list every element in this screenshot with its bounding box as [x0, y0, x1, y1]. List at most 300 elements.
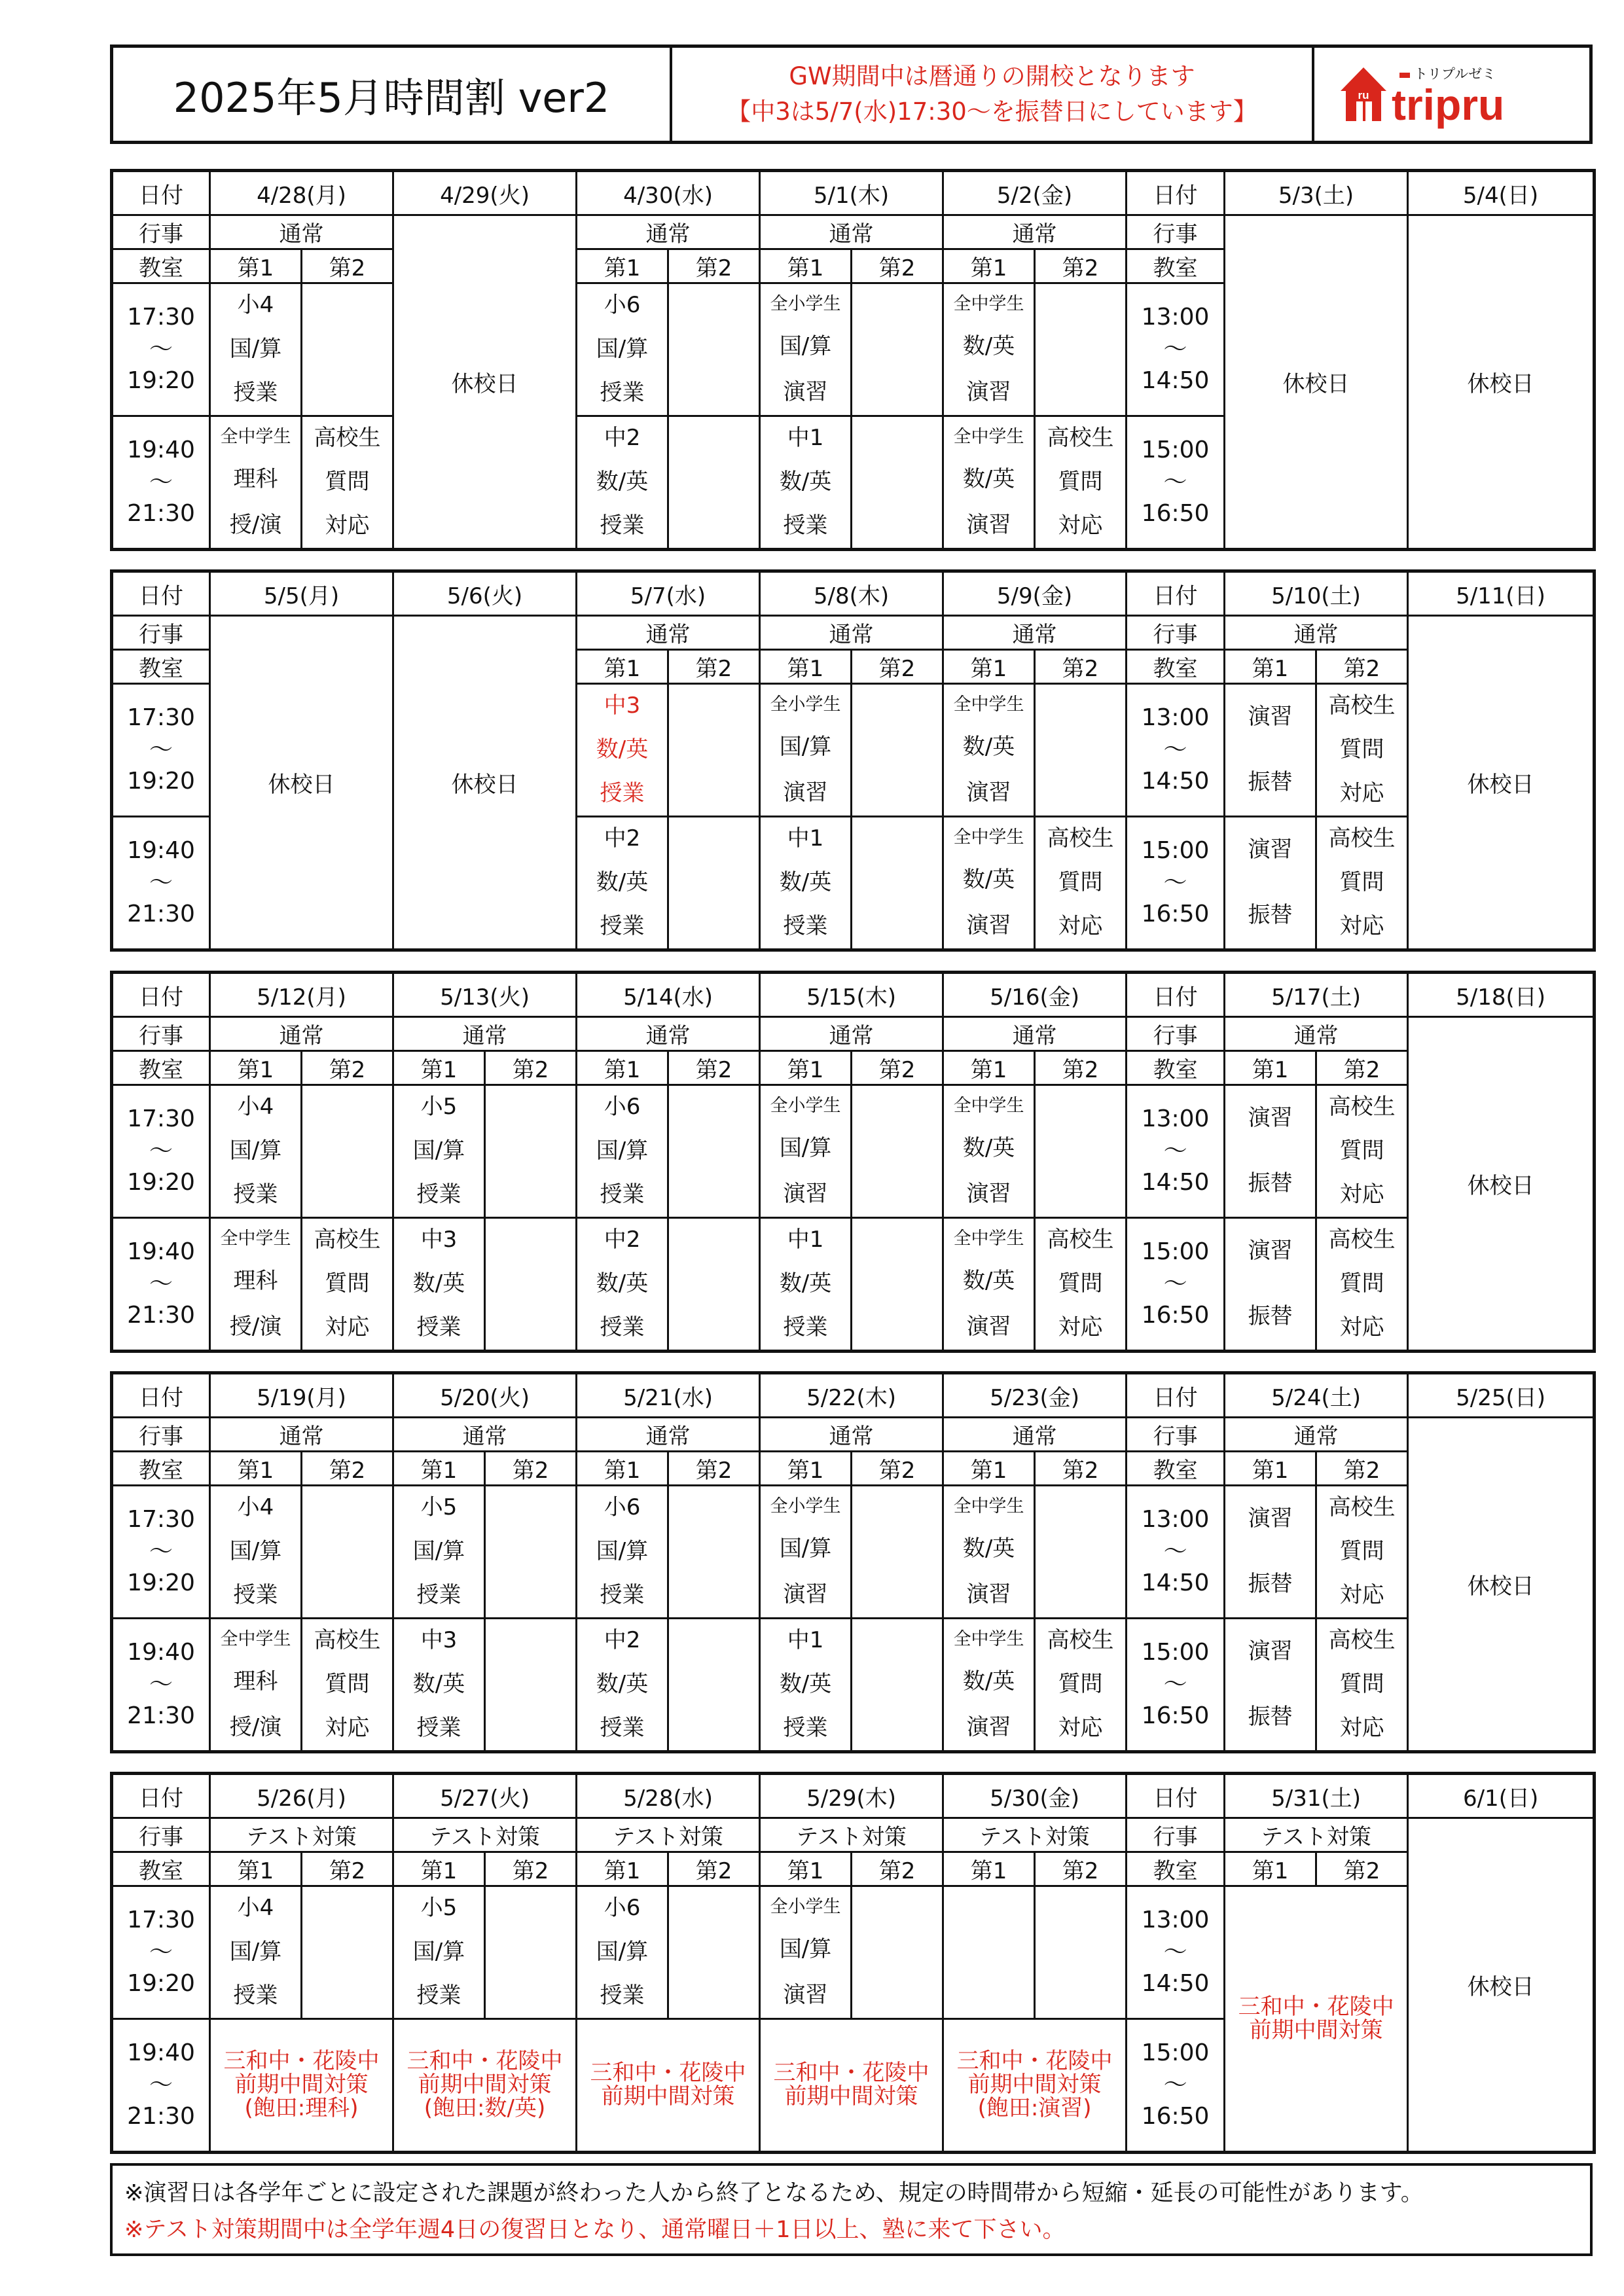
logo-ruby: トリプルゼミ	[1414, 66, 1496, 82]
period-b-room2	[1316, 1218, 1408, 1352]
closed-day-cell: 休校日	[1225, 215, 1408, 550]
period-a-room2	[1316, 684, 1408, 817]
room-label: 教室	[1127, 650, 1225, 684]
period-b-room1-content	[761, 817, 850, 948]
period-text: 全中学生	[953, 1095, 1024, 1116]
time-range	[113, 302, 209, 397]
time-text: 15:00	[1141, 837, 1210, 865]
date-row	[112, 171, 1595, 215]
period-text: 全中学生	[953, 293, 1024, 314]
period-text: 全中学生	[220, 1628, 291, 1649]
period-b-room1-content	[944, 1619, 1034, 1750]
period-text: 高校生	[1047, 825, 1114, 852]
period-a-room1-content	[761, 284, 850, 415]
period-text: 数/英	[412, 1270, 465, 1297]
period-text: 中3	[604, 692, 641, 719]
period-text: 振替	[1248, 769, 1293, 796]
period-b-room1-content	[761, 1219, 850, 1350]
time-text: 19:20	[127, 768, 195, 795]
room-1-label: 第1	[943, 1051, 1035, 1085]
period-text: 高校生	[1328, 825, 1396, 852]
time-text: 19:40	[127, 1238, 195, 1266]
period-text: 全中学生	[953, 1628, 1024, 1649]
closed-day-cell: 休校日	[1408, 1017, 1595, 1352]
room-1-label: 第1	[393, 1452, 485, 1486]
period-text: 演習	[1248, 1238, 1293, 1265]
room-1-label: 第1	[760, 1452, 852, 1486]
note-text: 前期中間対策	[967, 2072, 1102, 2098]
time-text: 19:20	[127, 1570, 195, 1597]
period-text: 質問	[1339, 1671, 1384, 1698]
period-text: 小4	[237, 292, 274, 319]
date-cell: 5/20(火)	[393, 1373, 577, 1418]
period-a-room1-content	[577, 1887, 667, 2018]
event-cell: 通常	[760, 1017, 943, 1051]
period-text: 数/英	[962, 1535, 1015, 1562]
time-text: 14:50	[1141, 1169, 1210, 1196]
period-b-room1-content	[211, 1619, 300, 1750]
period-b-room1-content	[577, 1619, 667, 1750]
exam-prep-notes	[943, 2019, 1127, 2153]
note-text: 前期中間対策	[601, 2083, 735, 2109]
event-row	[112, 1017, 1595, 1051]
period-text: 国/算	[412, 1538, 465, 1565]
period-text: 対応	[1339, 1314, 1384, 1340]
period-b-room1-content	[211, 1219, 300, 1350]
note-text: 前期中間対策	[234, 2072, 369, 2098]
room-1-label: 第1	[1225, 1051, 1316, 1085]
time-text: ～	[149, 1670, 173, 1698]
note-text: 三和中・花陵中	[956, 2048, 1113, 2075]
period-text: 全中学生	[220, 1228, 291, 1249]
room-1-label: 第1	[1225, 650, 1316, 684]
event-cell: 通常	[760, 616, 943, 650]
period-text: 質問	[1058, 869, 1103, 896]
period-text: 中2	[604, 1627, 641, 1654]
date-label: 日付	[1127, 973, 1225, 1017]
room-label: 教室	[1127, 1051, 1225, 1085]
room-2-label: 第2	[668, 1051, 760, 1085]
period-a-room2	[1035, 1085, 1127, 1218]
exam-prep-notes	[393, 2019, 577, 2153]
time-range	[113, 1236, 209, 1332]
period-a-room1-content	[577, 1086, 667, 1217]
time-text: 14:50	[1141, 1570, 1210, 1597]
period-a-room2	[852, 1486, 943, 1619]
period-a-room2	[668, 1486, 760, 1619]
time-text: 16:50	[1141, 1302, 1210, 1329]
period-b-room2	[668, 817, 760, 950]
event-label: 行事	[112, 215, 210, 249]
period-b-room2	[302, 1619, 393, 1752]
period-text: 対応	[325, 1314, 370, 1340]
event-cell: 通常	[1225, 616, 1408, 650]
time-slot	[1127, 1619, 1225, 1752]
period-text: 質問	[1339, 1538, 1384, 1565]
period-b-room1	[760, 416, 852, 550]
event-cell: テスト対策	[760, 1818, 943, 1852]
period-a-room1-content	[944, 1086, 1034, 1217]
period-b-room2-content	[302, 1219, 392, 1350]
time-text: 16:50	[1141, 901, 1210, 928]
period-text: 対応	[1339, 1181, 1384, 1208]
period-b-room2	[1316, 817, 1408, 950]
note-text: 三和中・花陵中	[223, 2048, 380, 2075]
time-range	[113, 1103, 209, 1199]
time-text: ～	[1163, 869, 1187, 896]
room-row	[112, 1852, 1595, 1886]
period-b-room1	[210, 416, 302, 550]
room-row	[112, 1452, 1595, 1486]
period-b-room1-content	[1225, 817, 1315, 948]
time-text: ～	[149, 1270, 173, 1297]
period-text: 高校生	[1328, 692, 1396, 719]
time-slot	[1127, 2019, 1225, 2153]
period-text: 授業	[416, 1982, 461, 2009]
time-range	[1127, 1103, 1223, 1199]
time-text: ～	[1163, 736, 1187, 763]
event-label: 行事	[112, 1818, 210, 1852]
period-a-room1	[577, 283, 668, 416]
period-text: 授業	[233, 1982, 278, 2009]
room-1-label: 第1	[393, 1852, 485, 1886]
exam-prep-notes-content	[577, 2020, 759, 2151]
period-text: 小4	[237, 1895, 274, 1922]
time-text: ～	[1163, 335, 1187, 363]
period-a-room1	[210, 1886, 302, 2019]
period-b-room1	[393, 1218, 485, 1352]
period-text: 質問	[1339, 1270, 1384, 1297]
note-text: (飽田:演習)	[977, 2094, 1092, 2121]
date-cell: 5/11(日)	[1408, 571, 1595, 616]
event-row	[112, 1818, 1595, 1852]
time-text: 19:40	[127, 2039, 195, 2067]
period-b-room1	[1225, 1218, 1316, 1352]
time-slot	[1127, 1886, 1225, 2019]
period-row-a	[112, 1886, 1595, 2019]
date-row	[112, 973, 1595, 1017]
period-text: 演習	[1248, 836, 1293, 863]
period-b-room2-content	[1317, 1219, 1407, 1350]
period-a-room1-content	[577, 685, 667, 816]
event-cell: 通常	[943, 616, 1127, 650]
room-2-label: 第2	[302, 249, 393, 283]
period-text: 全小学生	[770, 694, 841, 715]
time-text: ～	[149, 1137, 173, 1164]
period-text: 対応	[1058, 512, 1103, 539]
room-1-label: 第1	[943, 1852, 1035, 1886]
date-cell: 5/17(土)	[1225, 973, 1408, 1017]
period-b-room1	[210, 1619, 302, 1752]
event-cell: 通常	[210, 1418, 393, 1452]
period-b-room1	[760, 1218, 852, 1352]
date-label: 日付	[112, 171, 210, 215]
period-a-room2	[668, 1886, 760, 2019]
time-text: 21:30	[127, 2103, 195, 2130]
footer-notes	[110, 2163, 1593, 2256]
period-text: 国/算	[596, 1138, 649, 1164]
time-text: 15:00	[1141, 1639, 1210, 1666]
period-text: 高校生	[1047, 1227, 1114, 1253]
period-a-room2	[302, 1886, 393, 2019]
date-cell: 5/27(火)	[393, 1774, 577, 1818]
period-text: 演習	[966, 912, 1011, 939]
period-text: 国/算	[229, 336, 282, 363]
room-2-label: 第2	[668, 650, 760, 684]
period-text: 数/英	[596, 1671, 649, 1698]
event-cell: テスト対策	[393, 1818, 577, 1852]
time-text: 17:30	[127, 1506, 195, 1534]
exam-prep-notes-content	[761, 2020, 942, 2151]
period-a-room2	[1035, 1886, 1127, 2019]
period-text: 数/英	[962, 1668, 1015, 1695]
period-b-room2	[485, 1218, 577, 1352]
room-1-label: 第1	[577, 1051, 668, 1085]
date-cell: 5/15(木)	[760, 973, 943, 1017]
date-cell: 5/1(木)	[760, 171, 943, 215]
period-text: 授業	[600, 912, 645, 939]
event-label: 行事	[1127, 616, 1225, 650]
period-a-room1	[1225, 1486, 1316, 1619]
time-range	[1127, 435, 1223, 530]
event-cell: 通常	[760, 1418, 943, 1452]
period-text: 高校生	[1328, 1227, 1396, 1253]
period-text: 中3	[420, 1227, 458, 1253]
period-a-room1	[577, 1486, 668, 1619]
time-range	[1127, 1905, 1223, 2000]
room-2-label: 第2	[852, 249, 943, 283]
event-label: 行事	[112, 616, 210, 650]
period-text: 振替	[1248, 1170, 1293, 1197]
room-2-label: 第2	[485, 1051, 577, 1085]
period-b-room1-content	[577, 417, 667, 548]
period-text: 国/算	[412, 1939, 465, 1965]
period-text: 授業	[233, 379, 278, 406]
period-a-room2	[485, 1486, 577, 1619]
period-a-room1-content	[394, 1486, 484, 1617]
date-cell: 5/12(月)	[210, 973, 393, 1017]
period-text: 小6	[604, 1494, 641, 1521]
period-a-room1	[943, 283, 1035, 416]
period-text: 振替	[1248, 1704, 1293, 1731]
time-text: 19:20	[127, 1169, 195, 1196]
time-text: 13:00	[1141, 1506, 1210, 1534]
time-text: 14:50	[1141, 1970, 1210, 1998]
event-label: 行事	[1127, 1418, 1225, 1452]
date-cell: 5/16(金)	[943, 973, 1127, 1017]
period-text: 授業	[600, 1314, 645, 1340]
period-b-room1	[943, 1218, 1035, 1352]
event-label: 行事	[112, 1418, 210, 1452]
period-text: 演習	[966, 511, 1011, 538]
event-cell: 通常	[393, 1418, 577, 1452]
room-2-label: 第2	[485, 1452, 577, 1486]
room-2-label: 第2	[852, 1452, 943, 1486]
room-row	[112, 1051, 1595, 1085]
room-1-label: 第1	[577, 1452, 668, 1486]
period-a-room1-content	[761, 685, 850, 816]
time-text: ～	[1163, 468, 1187, 495]
time-text: ～	[149, 468, 173, 495]
period-text: 数/英	[596, 1270, 649, 1297]
date-row	[112, 571, 1595, 616]
period-text: 小5	[420, 1094, 458, 1121]
footer-note-1: ※演習日は各学年ごとに設定された課題が終わった人から終了となるため、規定の時間帯から短縮・延長の可能性があります。	[124, 2180, 1424, 2206]
period-b-room1-content	[577, 1219, 667, 1350]
period-a-room2	[668, 684, 760, 817]
closed-day-cell: 休校日	[393, 215, 577, 550]
period-b-room1-content	[1225, 1619, 1315, 1750]
period-row-b	[112, 1619, 1595, 1752]
room-2-label: 第2	[1035, 1852, 1127, 1886]
time-text: ～	[1163, 1537, 1187, 1565]
period-b-room2	[668, 1619, 760, 1752]
period-text: 中2	[604, 1227, 641, 1253]
period-a-room1	[393, 1085, 485, 1218]
period-row-a	[112, 1085, 1595, 1218]
gw-notice-line2: 【中3は5/7(水)17:30～を振替日にしています】	[727, 98, 1257, 126]
exam-prep-notes	[1225, 1886, 1408, 2153]
period-a-room1-content	[211, 1086, 300, 1217]
period-a-room2	[302, 1486, 393, 1619]
period-text: 演習	[783, 779, 828, 806]
period-b-room2	[302, 416, 393, 550]
period-a-room1	[393, 1486, 485, 1619]
period-text: 授業	[600, 1714, 645, 1741]
date-label: 日付	[1127, 1373, 1225, 1418]
closed-day-cell: 休校日	[210, 616, 393, 950]
date-cell: 5/23(金)	[943, 1373, 1127, 1418]
room-1-label: 第1	[760, 249, 852, 283]
event-cell: 通常	[577, 1017, 760, 1051]
period-b-room1-content	[761, 417, 850, 548]
event-cell: テスト対策	[943, 1818, 1127, 1852]
period-b-room2	[302, 1218, 393, 1352]
period-text: 高校生	[1328, 1627, 1396, 1654]
period-text: 全中学生	[953, 694, 1024, 715]
room-2-label: 第2	[1035, 249, 1127, 283]
time-slot	[1127, 817, 1225, 950]
event-cell: テスト対策	[577, 1818, 760, 1852]
room-1-label: 第1	[1225, 1852, 1316, 1886]
period-a-room2	[302, 1085, 393, 1218]
period-a-room1-content	[1225, 1486, 1315, 1617]
date-cell: 5/31(土)	[1225, 1774, 1408, 1818]
room-label: 教室	[112, 1852, 210, 1886]
room-2-label: 第2	[668, 1452, 760, 1486]
period-text: 振替	[1248, 1303, 1293, 1330]
time-text: ～	[1163, 1670, 1187, 1698]
time-range	[1127, 1637, 1223, 1732]
period-text: 演習	[783, 378, 828, 405]
note-text: 前期中間対策	[1249, 2017, 1383, 2043]
time-text: 17:30	[127, 304, 195, 331]
period-text: 授/演	[229, 1713, 282, 1740]
time-slot	[112, 2019, 210, 2153]
period-text: 国/算	[229, 1538, 282, 1565]
event-cell: 通常	[577, 1418, 760, 1452]
room-1-label: 第1	[577, 249, 668, 283]
period-b-room2	[1035, 416, 1127, 550]
period-a-room1	[943, 1085, 1035, 1218]
logo-tag: ru	[1358, 89, 1369, 101]
period-b-room2-content	[302, 1619, 392, 1750]
room-1-label: 第1	[393, 1051, 485, 1085]
period-text: 国/算	[596, 1538, 649, 1565]
date-cell: 4/28(月)	[210, 171, 393, 215]
date-cell: 5/24(土)	[1225, 1373, 1408, 1418]
time-text: ～	[149, 1537, 173, 1565]
time-range	[113, 1905, 209, 2000]
period-text: 小5	[420, 1895, 458, 1922]
period-text: 質問	[325, 1270, 370, 1297]
period-a-room2	[852, 1886, 943, 2019]
period-a-room1-content	[944, 284, 1034, 415]
time-slot	[112, 1486, 210, 1619]
period-b-room1-content	[394, 1219, 484, 1350]
room-2-label: 第2	[302, 1852, 393, 1886]
time-slot	[1127, 1486, 1225, 1619]
period-a-room2	[852, 684, 943, 817]
exam-prep-notes-content	[211, 2020, 392, 2151]
period-text: 中2	[604, 425, 641, 452]
period-b-room1-content	[211, 417, 300, 548]
note-text: (飽田:理科)	[244, 2094, 359, 2121]
time-range	[113, 835, 209, 931]
note-text: (飽田:数/英)	[424, 2094, 546, 2121]
period-text: 数/英	[412, 1671, 465, 1698]
period-text: 中3	[420, 1627, 458, 1654]
room-2-label: 第2	[668, 249, 760, 283]
date-cell: 5/3(土)	[1225, 171, 1408, 215]
period-text: 数/英	[596, 469, 649, 495]
period-a-room2	[852, 1085, 943, 1218]
period-text: 授業	[600, 379, 645, 406]
period-text: 全小学生	[770, 293, 841, 314]
time-text: 19:20	[127, 367, 195, 395]
room-2-label: 第2	[1035, 1452, 1127, 1486]
period-text: 対応	[1339, 1581, 1384, 1608]
period-a-room1	[1225, 1085, 1316, 1218]
page-header	[110, 45, 1593, 144]
time-text: 15:00	[1141, 2039, 1210, 2067]
room-2-label: 第2	[302, 1051, 393, 1085]
period-text: 授業	[783, 1314, 828, 1340]
period-b-room2	[1035, 817, 1127, 950]
date-cell: 5/9(金)	[943, 571, 1127, 616]
room-2-label: 第2	[1035, 650, 1127, 684]
note-text: 前期中間対策	[784, 2083, 918, 2109]
period-text: 国/算	[596, 336, 649, 363]
date-cell: 6/1(日)	[1408, 1774, 1595, 1818]
period-text: 授業	[600, 1982, 645, 2009]
period-text: 振替	[1248, 902, 1293, 929]
period-text: 数/英	[962, 867, 1015, 893]
period-text: 中1	[787, 1627, 824, 1654]
period-text: 全中学生	[953, 1228, 1024, 1249]
date-cell: 5/28(水)	[577, 1774, 760, 1818]
time-slot	[112, 1085, 210, 1218]
period-b-room2-content	[1036, 1219, 1125, 1350]
week-table	[110, 1371, 1596, 1753]
period-a-room2-content	[1317, 1486, 1407, 1617]
week-table	[110, 169, 1596, 551]
time-text: ～	[149, 1938, 173, 1965]
period-a-room1	[760, 283, 852, 416]
date-cell: 5/7(水)	[577, 571, 760, 616]
time-slot	[112, 684, 210, 817]
period-text: 中2	[604, 825, 641, 852]
